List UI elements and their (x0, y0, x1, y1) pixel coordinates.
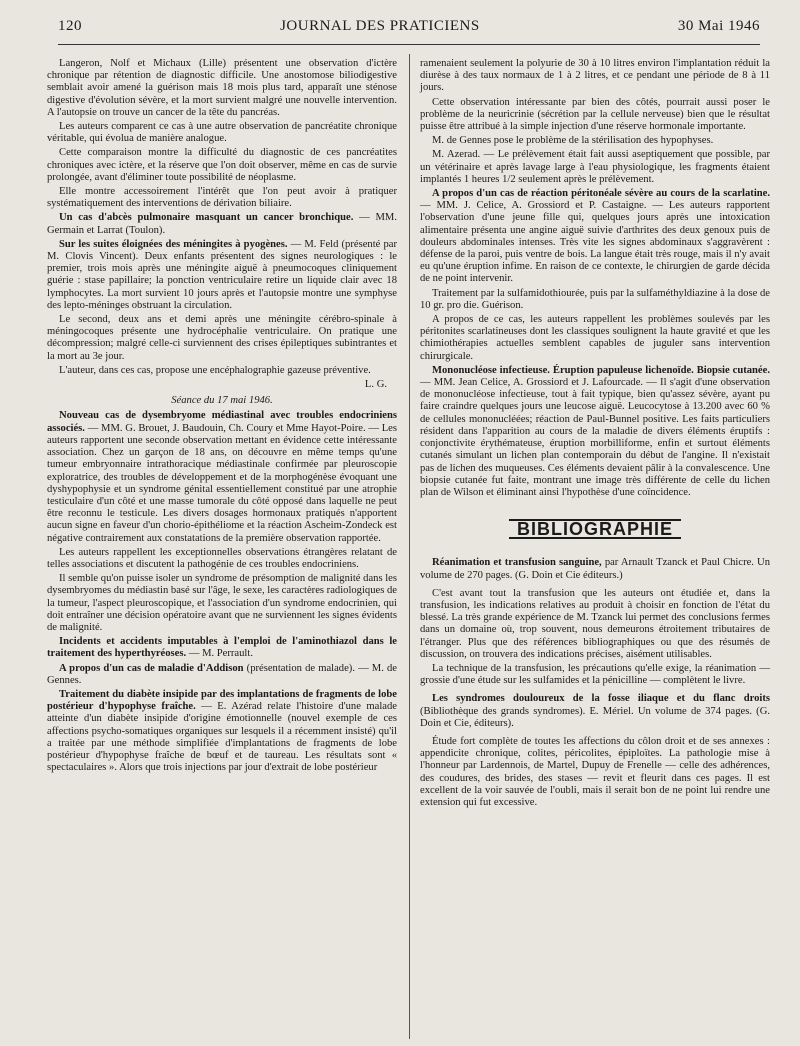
article-body: — MM. G. Brouet, J. Baudouin, Ch. Coury et Mme Hayot-Poire. — Les auteurs rapportent une seconde observation mettant en évidence cette intéressante association. Chez un garçon de 18 ans, on découvre en même temps qu'une tumeur embryonnaire intrathoracique médiastinale confirmée par pleuroscopie exploratrice, des troubles de développement et de la morphogénèse évoquant une dyshypophysie et un syndrome génital essentiellement constitué par une atrophie testiculaire d'un côté et une masse tumorale du côté opposé dans laquelle ne peut être reconnu le testicule. Les divers dosages hormonaux pratiqués n'apportent aucun signe en faveur d'un chorio-épithéliome et la réaction Ascheim-Zondeck est négative contrairement aux constatations de la première observation rapportée. (47, 422, 397, 544)
paragraph: Elle montre accessoirement l'intérêt que l'on peut avoir à pratiquer systématiquement des interventions de dérivation biliaire. (47, 186, 397, 210)
article-title: Nouveau cas de dysembryome médiastinal avec troubles endocriniens associés. (47, 410, 397, 434)
article-title: Traitement du diabète insipide par des implantations de fragments de lobe postérieur d'hypophyse fraîche. (47, 688, 397, 713)
right-column (420, 58, 770, 811)
journal-title: JOURNAL DES PRATICIENS (280, 18, 480, 34)
author-signature: L. G. (364, 379, 387, 391)
bibliography-title: BIBLIOGRAPHIE (509, 519, 681, 539)
paragraph: Le second, deux ans et demi après une méningite cérébro-spinale à méningocoques présente une hydrocéphalie ventriculaire. On pratique une décompression; malgré celle-ci surviennent des crises épileptiques subintrantes et la mort au 3e jour. (47, 314, 397, 362)
article-title: Un cas d'abcès pulmonaire masquant un cancer bronchique. (59, 212, 354, 224)
issue-date: 30 Mai 1946 (677, 18, 760, 34)
column-divider (409, 54, 410, 1039)
bibliography-heading (420, 519, 770, 539)
paragraph: M. de Gennes pose le problème de la stérilisation des hypophyses. (432, 135, 714, 147)
article-mononucleose (420, 365, 770, 499)
bibliography-entry (420, 557, 770, 581)
article-dysembryome (47, 410, 397, 544)
paragraph: Les auteurs rappellent les exceptionnelles observations étrangères relatant de telles associations et discutent la pathogénie de ces troubles endocriniens. (47, 546, 397, 570)
article-peritoneale (420, 188, 770, 286)
article-abces (47, 212, 397, 236)
paragraph: M. Azerad. — Le prélèvement était fait aussi aseptiquement que possible, par un vétérinaire et après lavage large à l'eau physiologique, les fragments étaient implantés 1 heures 1/2 seulement après le prélèvement. (420, 149, 770, 185)
header-rule (58, 44, 760, 45)
article-title: A propos d'un cas de réaction péritonéale sévère au cours de la scarlatine. (432, 188, 770, 200)
article-title: Sur les suites éloignées des méningites à pyogènes. (59, 238, 288, 250)
paragraph: Étude fort complète de toutes les affections du côlon droit et de ses annexes : appendicite chronique, colites, péricolites, épiploïtes. La pathologie mise à l'honneur par Lardennois, de Martel, Dupuy de Frenelle — celle des adhérences, des coudures, des brides, des stases — revit et fleurit dans ces pages. Il est excellent de la voir sauvée de l'oubli, mais il serait bon de ne point lui rendre une extension qui fut excessive. (420, 735, 770, 808)
article-addison (47, 663, 397, 687)
left-column (47, 58, 397, 776)
article-body: (présentation de malade). — M. de Gennes. (47, 662, 397, 686)
article-authors: — MM. Germain et Larrat (Toulon). (47, 212, 398, 236)
article-authors: — M. Perrault. (188, 648, 253, 660)
article-title: Mononucléose infectieuse. Éruption papuleuse lichenoïde. Biopsie cutanée. (432, 364, 770, 376)
book-title: Les syndromes douloureux de la fosse iliaque et du flanc droits (432, 693, 770, 705)
paragraph: A propos de ce cas, les auteurs rappellent les problèmes soulevés par les péritonites scarlatineuses dont les classiques soulignent la haute gravité et que les chimiothérapies actuelles semblent capables de juguler sans intervention chirurgicale. (420, 314, 770, 362)
paragraph: Cette observation intéressante par bien des côtés, pourrait aussi poser le problème de la neuricrinie (sécrétion par la cellule nerveuse) bien que le résultat puisse être attribué à la simple injection d'une réserve hormonale importante. (420, 96, 770, 133)
bibliography-entry (420, 693, 770, 730)
paragraph: La technique de la transfusion, les précautions qu'elle exige, la réanimation — grossie d'une étude sur les sulfamides et la pénicilline — complètent le livre. (420, 662, 770, 687)
article-body: — MM. Jean Celice, A. Grossiord et J. Lafourcade. — Il s'agit d'une observation de mononucléose infectieuse, tout à fait typique, bien qu'assez sévère, ayant pu faire craindre quelques jours une leucose aiguë. Leucocytose à 13.200 avec 60 % de cellules mononucléées; réaction de Paul-Bunnel positive. Les faits particuliers résident dans l'apparition au cours de la maladie de divers éléments éruptifs : conjonctivite érythémateuse, éruption morbilliforme, enfin et surtout éléments cutanés simulant un lichen plan contemporain du début de l'angine. Il n'existait pas de lichen des muqueuses. Ces éléments devaient pâlir à la convalescence. Une biopsie cutanée fut faite, montrant une image très différente de celle du lichen plan de Wilson et éliminant ainsi l'hypothèse d'une coïncidence. (420, 377, 770, 498)
paragraph: Traitement par la sulfamidothiourée, puis par la sulfaméthyldiazine à la dose de 10 gr. pro die. Guérison. (420, 287, 770, 311)
article-diabete (47, 689, 397, 774)
page-header (58, 18, 760, 40)
paragraph: L'auteur, dans ces cas, propose une encéphalographie gazeuse préventive. (59, 364, 371, 376)
paragraph: Il semble qu'on puisse isoler un syndrome de présomption de malignité dans les dysembryomes du médiastin basé sur l'âge, le sexe, les caractères radiologiques de la tumeur, l'aspect pleuroscopique, et l'association d'un syndrome endocrinien, qui doit entraîner une décision opératoire avant que ne surviennent les signes évidents de malignité. (47, 573, 397, 633)
article-meningites (47, 239, 397, 312)
paragraph: Les auteurs comparent ce cas à une autre observation de pancréatite chronique véritable, qui évolua de manière analogue. (47, 121, 397, 145)
paragraph: Cette comparaison montre la difficulté du diagnostic de ces pancréatites chroniques avec ictère, et la réserve que l'on doit observer, même en cas de survie prolongée, avant d'éliminer toute possibilité de néoplasme. (47, 147, 397, 183)
page-number: 120 (58, 18, 82, 34)
paragraph: ramenaient seulement la polyurie de 30 à 10 litres environ l'implantation réduit la diurèse à des taux normaux de 1 à 2 litres, et ce pendant une période de 8 à 11 jours. (420, 58, 770, 94)
session-date: Séance du 17 mai 1946. (171, 395, 273, 407)
paragraph: Langeron, Nolf et Michaux (Lille) présentent une observation d'ictère chronique par rétention de diagnostic difficile. Une anostomose biliodigestive semblait avoir amené la guérison mais 18 mois plus tard, apparaît une sténose digestive d'évolution sévère, et la mort survient malgré une nouvelle intervention. A l'autopsie on trouve un cancer de la tête du pancréas. (47, 58, 397, 118)
article-body: — M. Feld (présenté par M. Clovis Vincent). Deux enfants présentent des signes neurologiques : le premier, trois mois après une méningite aiguë à pneumocoques cliniquement guérie : stase papillaire; la ponction ventriculaire retire un liquide clair avec 18 lymphocytes. La mort survient 10 jours après et l'autopsie montre une symphyse des lepto-méninges obstruant la circulation. (47, 238, 397, 311)
article-incidents (47, 636, 397, 660)
book-details: (Bibliothèque des grands syndromes). E. Mériel. Un volume de 374 pages. (G. Doin et Cie, éditeurs). (420, 705, 770, 729)
article-title: Incidents et accidents imputables à l'emploi de l'aminothiazol dans le traitement des hyperthyréoses. (47, 636, 397, 660)
book-details: par Arnault Tzanck et Paul Chicre. Un volume de 270 pages. (G. Doin et Cie éditeurs.) (420, 557, 770, 581)
article-body: — E. Azérad relate l'histoire d'une malade atteinte d'un diabète insipide d'origine émotionnelle (nouvel exemple de ces affections psycho-somatiques organiques sur lesquels il a récemment insisté) qu'il a traitée par une méthode simplifiée d'implantations de fragments de lobe postérieur d'hypophyse fraîche de bœuf et de taureau. Les résultats sont « spectaculaires ». Alors que trois injections par jour d'extrait de lobe postérieur (47, 701, 397, 774)
article-title: A propos d'un cas de maladie d'Addison (59, 662, 244, 674)
paragraph: C'est avant tout la transfusion que les auteurs ont étudiée et, dans la transfusion, les indications relatives au produit à choisir en fonction de l'état du blessé. La très grande expérience de M. Tzanck lui permet des conclusions fermes dans un domaine où, trop souvent, nous demeurons étroitement tributaires de l'étranger. Plus que des références bibliographiques ou que des résumés de discussion, on trouvera des indications précises, aisément utilisables. (420, 587, 770, 660)
article-body: — MM. J. Celice, A. Grossiord et P. Castaigne. — Les auteurs rapportent l'observation d'une jeune fille qui, quelques jours après une intoxication alimentaire présenta une angine aiguë suivie d'arthrites des deux genoux puis de douleurs abdominales intenses. Très vite les signes abdominaux s'aggravèrent : défense de la paroi, puis ventre de bois. La langue était très rouge, mais il n'y avait eu qu'une éruption infime. En raison de ce contexte, le chirurgien de garde décida de ne point intervenir. (420, 200, 770, 285)
book-title: Réanimation et transfusion sanguine, (432, 557, 602, 569)
